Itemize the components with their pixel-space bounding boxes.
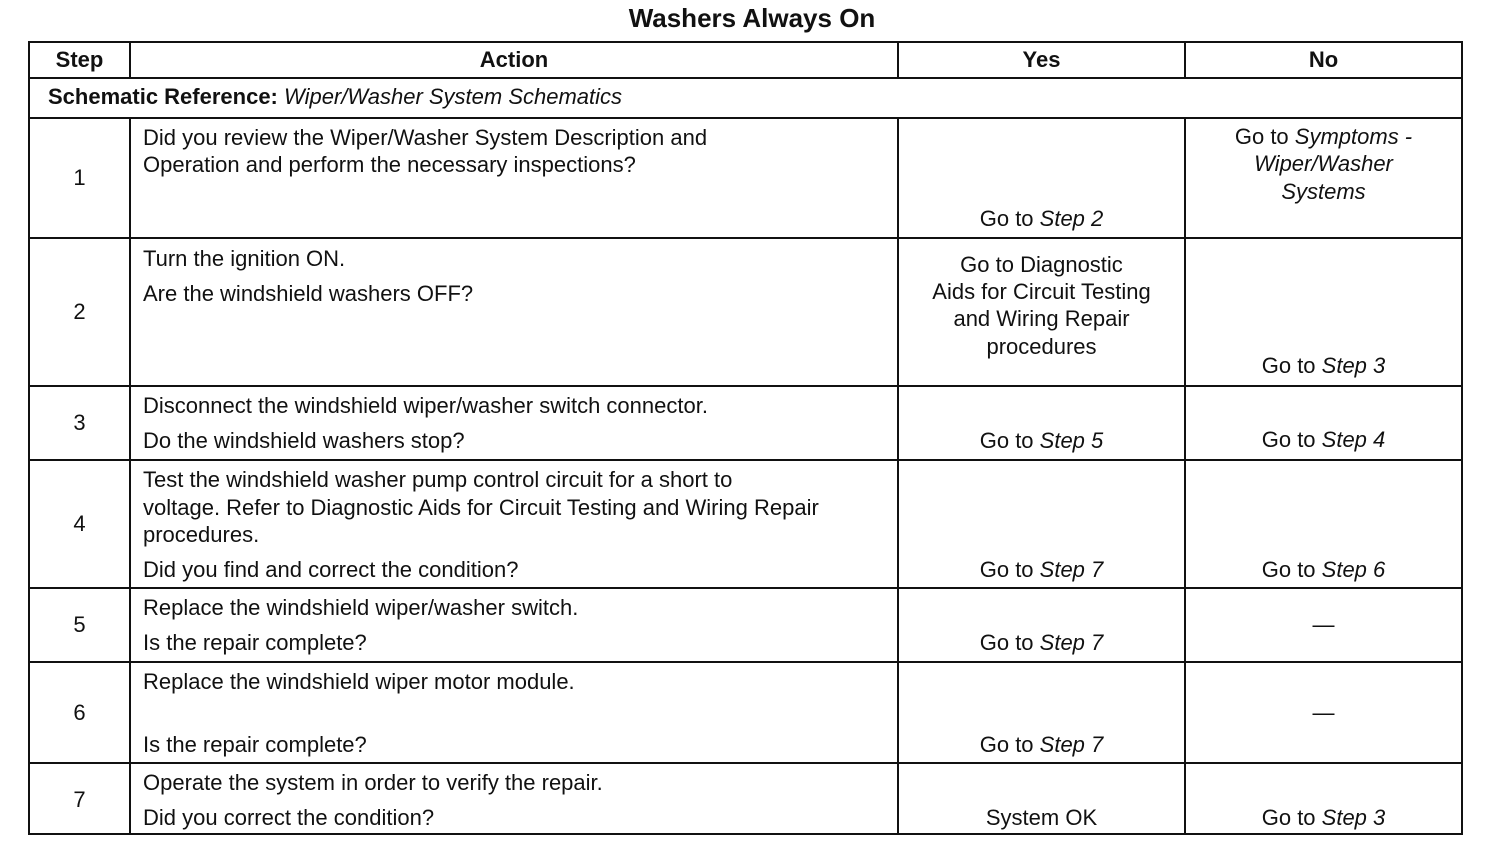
step-link[interactable]: Step 6 <box>1321 557 1386 582</box>
step-number: 6 <box>73 699 86 725</box>
result-text: procedures <box>986 334 1097 359</box>
page-title: Washers Always On <box>628 3 876 33</box>
step-link[interactable]: Systems <box>1281 179 1366 204</box>
result-text: Go to <box>979 206 1040 231</box>
result-text: — <box>1312 612 1335 637</box>
no-result <box>1186 179 1461 205</box>
no-result <box>1186 557 1461 583</box>
action-text: Replace the windshield wiper motor module. <box>143 669 575 694</box>
result-text: Go to <box>979 557 1040 582</box>
step-number: 1 <box>73 165 86 190</box>
yes-result <box>899 206 1184 232</box>
diagnostic-table <box>28 41 1463 835</box>
action-cell <box>131 239 899 387</box>
action-cell <box>131 387 899 461</box>
step-cell <box>30 764 131 835</box>
action-cell <box>131 589 899 663</box>
no-result <box>1186 124 1461 150</box>
step-link[interactable]: Step 4 <box>1321 427 1386 452</box>
action-text: Are the windshield washers OFF? <box>143 281 474 306</box>
schematic-reference-text <box>48 84 622 110</box>
no-cell <box>1186 461 1461 589</box>
schematic-reference <box>30 79 1461 119</box>
result-text: Go to <box>1234 124 1295 149</box>
step-cell <box>30 461 131 589</box>
action-text: Operation and perform the necessary inspections? <box>143 152 636 177</box>
header-yes <box>899 43 1186 79</box>
step-link[interactable]: Step 3 <box>1321 805 1386 830</box>
no-result <box>1186 151 1461 177</box>
result-text: Go to <box>979 428 1040 453</box>
step-number: 2 <box>73 299 86 324</box>
yes-result <box>899 732 1184 758</box>
action-text: Turn the ignition ON. <box>143 246 346 271</box>
step-cell <box>30 239 131 387</box>
no-result <box>1186 805 1461 831</box>
action-cell <box>131 764 899 835</box>
result-text: Go to Diagnostic <box>960 252 1123 277</box>
yes-cell <box>899 764 1186 835</box>
header-no-label: No <box>1308 47 1339 72</box>
step-link[interactable]: Step 7 <box>1039 557 1104 582</box>
step-link[interactable]: Symptoms - <box>1294 124 1413 149</box>
action-text: Did you review the Wiper/Washer System Description and <box>143 125 708 150</box>
yes-result <box>899 805 1184 831</box>
no-result <box>1186 427 1461 453</box>
no-cell <box>1186 387 1461 461</box>
step-link[interactable]: Step 5 <box>1039 428 1104 453</box>
yes-result <box>899 428 1184 454</box>
yes-result <box>899 630 1184 656</box>
yes-result <box>899 557 1184 583</box>
result-text: System OK <box>985 805 1098 830</box>
step-link[interactable]: Step 2 <box>1039 206 1104 231</box>
header-step <box>30 43 131 79</box>
yes-cell <box>899 461 1186 589</box>
action-text: Did you correct the condition? <box>143 805 435 830</box>
action-cell <box>131 119 899 239</box>
yes-cell <box>899 589 1186 663</box>
header-action <box>131 43 899 79</box>
result-text: Go to <box>1261 427 1322 452</box>
result-text: and Wiring Repair <box>953 306 1130 331</box>
no-cell <box>1186 239 1461 387</box>
result-text: Go to <box>979 630 1040 655</box>
step-number: 3 <box>73 410 86 435</box>
yes-cell <box>899 663 1186 764</box>
step-number: 4 <box>73 511 86 536</box>
action-cell <box>131 663 899 764</box>
yes-cell <box>899 239 1186 387</box>
action-text: procedures. <box>143 522 260 547</box>
result-text: — <box>1312 699 1335 725</box>
no-result <box>1186 353 1461 379</box>
action-text: voltage. Refer to Diagnostic Aids for Circuit Testing and Wiring Repair <box>143 495 819 520</box>
no-result <box>1186 700 1461 726</box>
step-link[interactable]: Step 7 <box>1039 732 1104 757</box>
no-cell <box>1186 589 1461 663</box>
action-text: Operate the system in order to verify the repair. <box>143 770 603 795</box>
result-text: Go to <box>1261 557 1322 582</box>
step-cell <box>30 589 131 663</box>
yes-cell <box>899 387 1186 461</box>
yes-cell <box>899 119 1186 239</box>
header-step-label: Step <box>55 47 104 72</box>
no-cell <box>1186 663 1461 764</box>
yes-result <box>899 334 1184 360</box>
yes-result <box>899 252 1184 278</box>
action-text: Replace the windshield wiper/washer switch. <box>143 595 579 620</box>
action-text: Is the repair complete? <box>143 732 367 757</box>
action-text: Test the windshield washer pump control circuit for a short to <box>143 467 733 492</box>
schematic-link[interactable]: Wiper/Washer System Schematics <box>284 84 623 109</box>
result-text: Aids for Circuit Testing <box>932 279 1151 304</box>
action-text: Disconnect the windshield wiper/washer switch connector. <box>143 393 708 418</box>
yes-result <box>899 306 1184 332</box>
no-cell <box>1186 119 1461 239</box>
action-cell <box>131 461 899 589</box>
action-text: Did you find and correct the condition? <box>143 557 519 582</box>
step-link[interactable]: Step 7 <box>1039 630 1104 655</box>
result-text: Go to <box>1261 353 1322 378</box>
result-text: Go to <box>1261 805 1322 830</box>
yes-result <box>899 279 1184 305</box>
step-cell <box>30 387 131 461</box>
header-no <box>1186 43 1461 79</box>
result-text: Go to <box>979 732 1040 757</box>
header-action-label: Action <box>479 47 549 72</box>
action-text: Do the windshield washers stop? <box>143 428 465 453</box>
step-link[interactable]: Wiper/Washer <box>1254 151 1393 176</box>
schematic-label: Schematic Reference: <box>48 84 284 109</box>
no-result <box>1186 612 1461 638</box>
step-number: 7 <box>73 786 86 812</box>
action-text: Is the repair complete? <box>143 630 367 655</box>
header-yes-label: Yes <box>1022 47 1061 72</box>
step-cell <box>30 663 131 764</box>
step-link[interactable]: Step 3 <box>1321 353 1386 378</box>
step-number: 5 <box>73 612 86 637</box>
no-cell <box>1186 764 1461 835</box>
step-cell <box>30 119 131 239</box>
